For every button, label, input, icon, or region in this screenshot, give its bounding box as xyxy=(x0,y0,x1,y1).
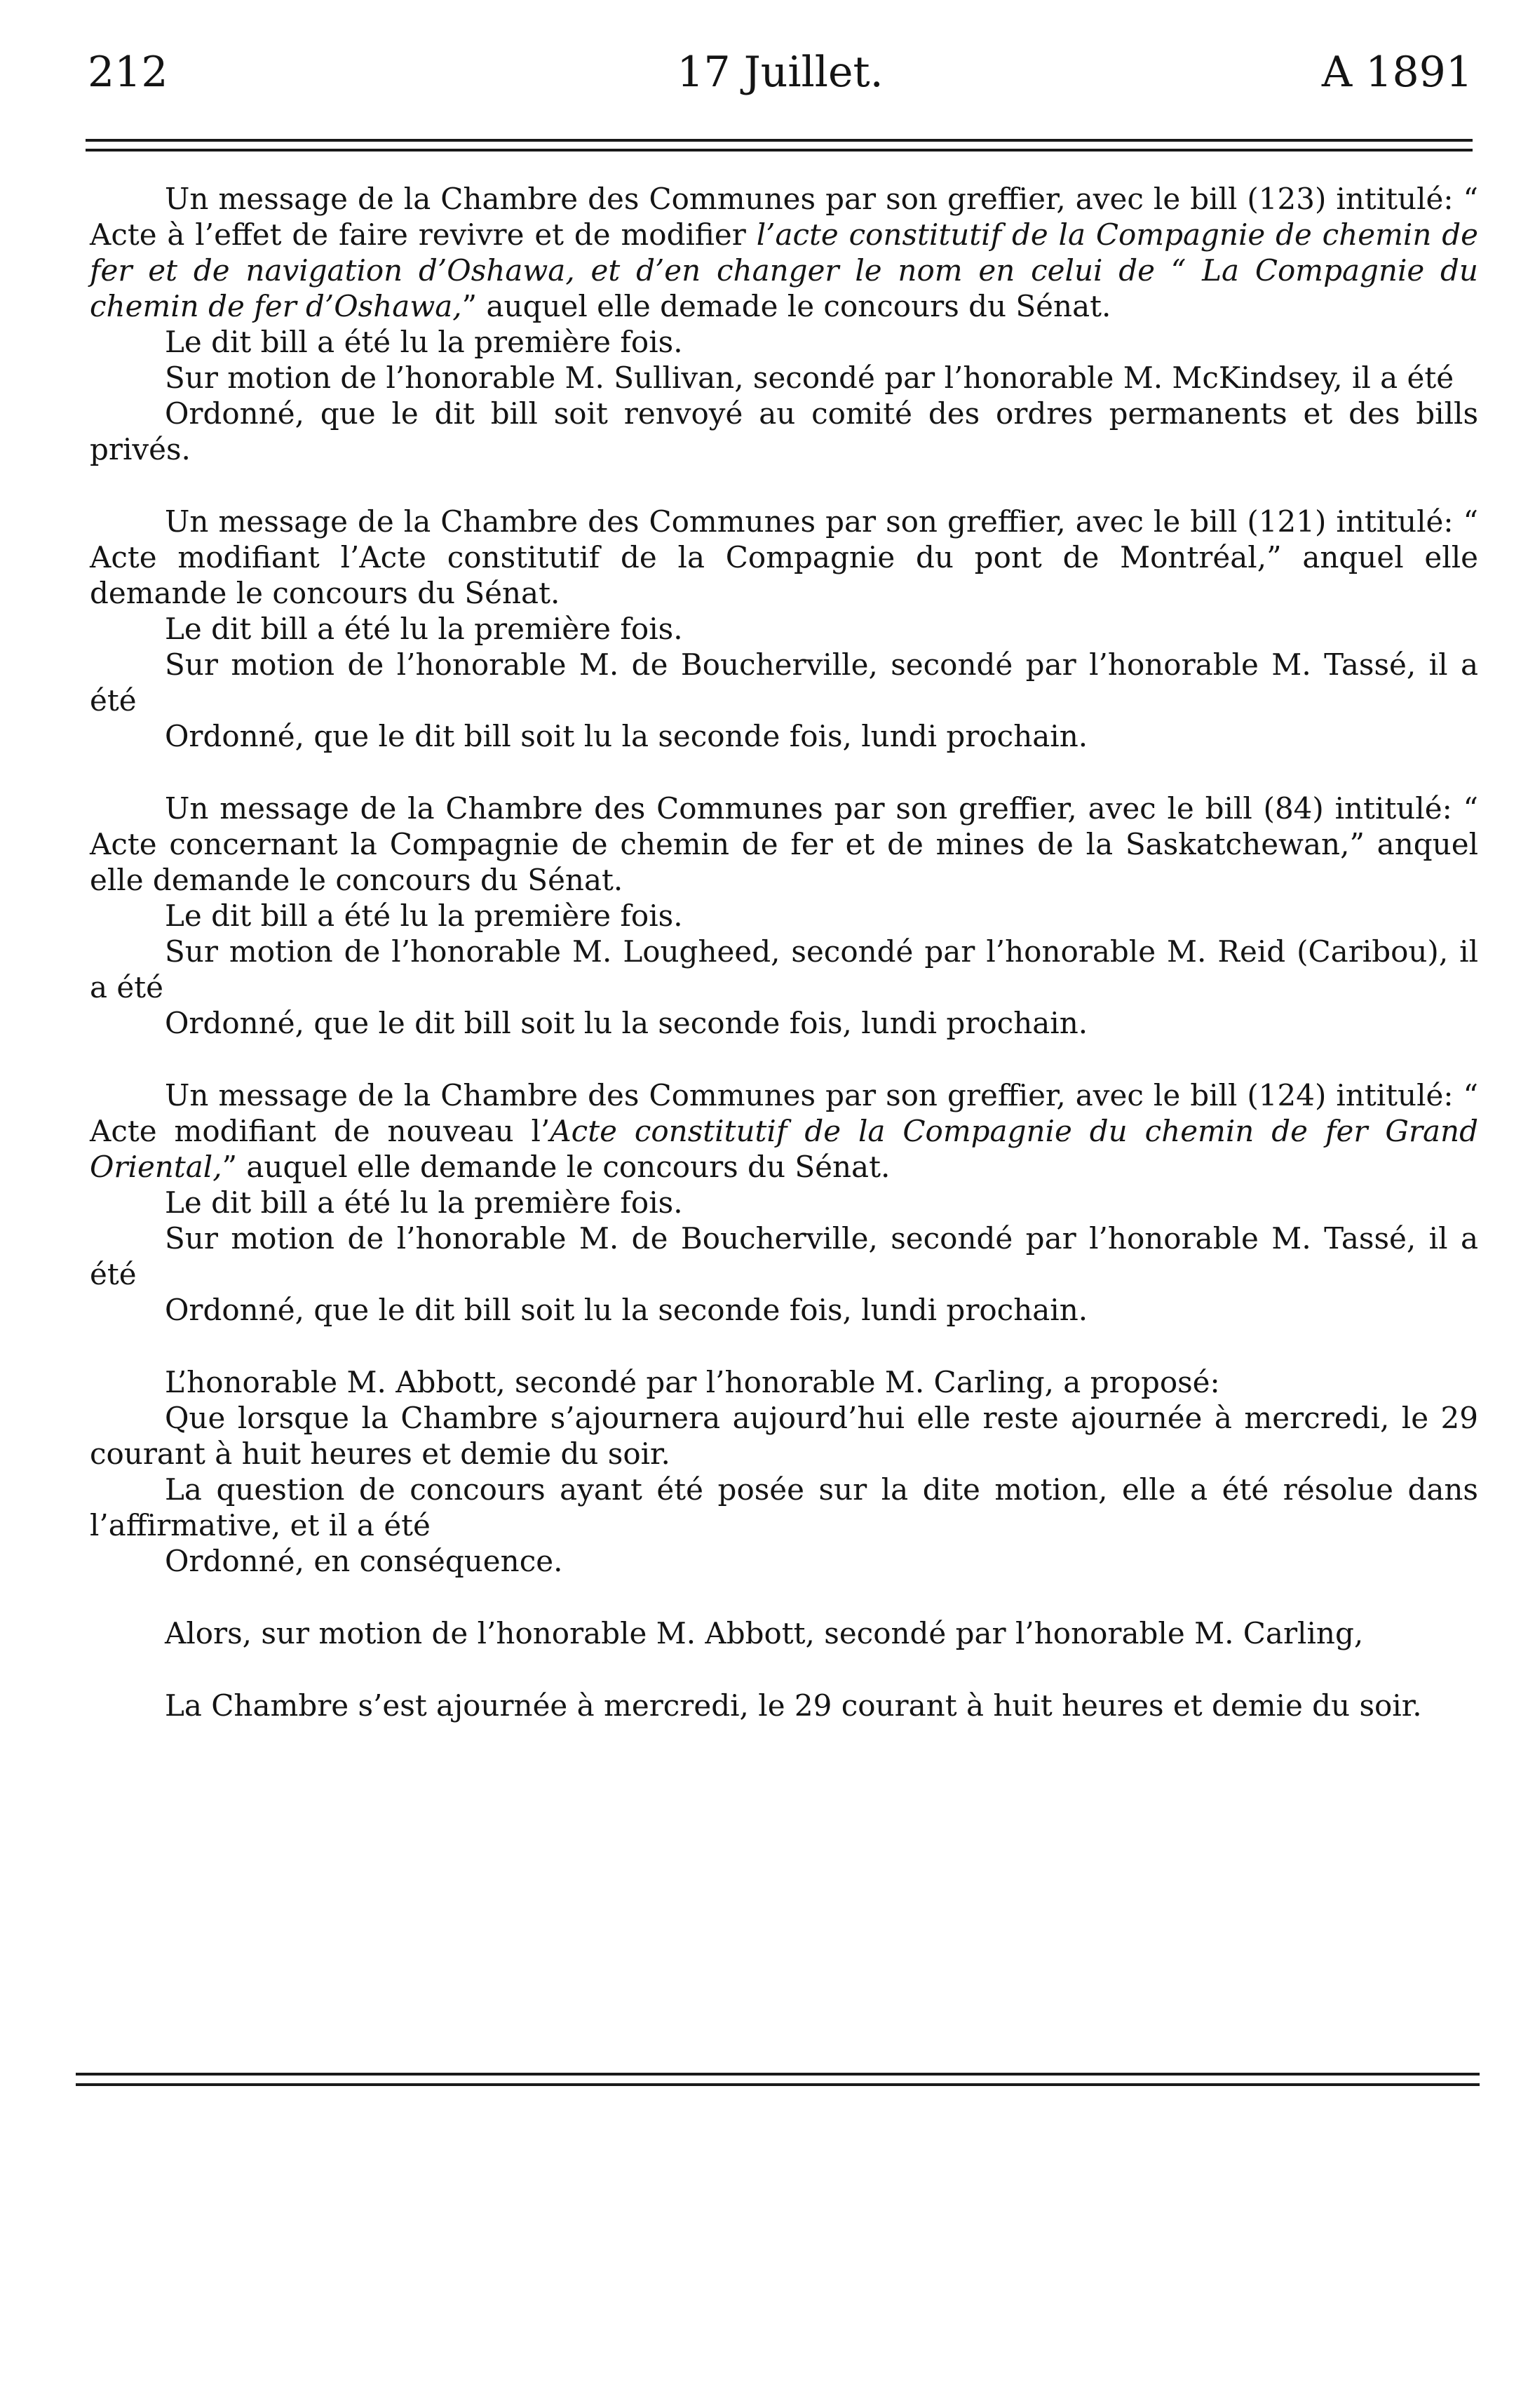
first-reading-line: Le dit bill a été lu la première fois. xyxy=(165,325,683,359)
message-text-italic: Acte constitutif de la Compagnie du chemin de fer Grand Oriental, xyxy=(90,1114,1478,1184)
header-rule-lower xyxy=(86,149,1473,152)
motion-line: Sur motion de l’honorable M. Sullivan, secondé par l’honorable M. McKindsey, il a été xyxy=(165,361,1454,395)
order-line: Ordonné, en conséquence. xyxy=(165,1544,563,1578)
message-text-roman: Un message de la Chambre des Communes par son greffier, avec le bill (123) intitulé: “ Acte à l’effet de faire revivre et de modifier xyxy=(90,182,1478,252)
footer-rule-upper xyxy=(76,2073,1480,2076)
proposal-line: L’honorable M. Abbott, secondé par l’honorable M. Carling, a proposé: xyxy=(165,1365,1220,1399)
order-line: Ordonné, que le dit bill soit renvoyé au comité des ordres permanents et des bills privés. xyxy=(90,396,1478,466)
message-text-italic: l’acte constitutif de la Compagnie de chemin de fer et de navigation d’Oshawa, et d’en changer le nom en celui de “ La Compagnie du chemin de fer d’Oshawa, xyxy=(90,217,1478,323)
message-text xyxy=(90,1077,1478,1185)
entry-adjournment-motion xyxy=(90,1364,1478,1579)
proposal-text: Que lorsque la Chambre s’ajournera aujourd’hui elle reste ajournée à mercredi, le 29 courant à huit heures et demie du soir. xyxy=(90,1401,1478,1471)
message-text-roman-end: ” auquel elle demade le concours du Sénat. xyxy=(461,289,1111,323)
page-header xyxy=(88,41,1473,104)
message-text xyxy=(90,181,1478,324)
first-reading-line: Le dit bill a été lu la première fois. xyxy=(165,899,683,933)
message-text-roman: Un message de la Chambre des Communes par son greffier, avec le bill (124) intitulé: “ Acte modifiant de nouveau l’ xyxy=(90,1078,1478,1148)
first-reading-line: Le dit bill a été lu la première fois. xyxy=(165,1185,683,1220)
question-line: La question de concours ayant été posée sur la dite motion, elle a été résolue dans l’affirmative, et il a été xyxy=(90,1472,1478,1542)
first-reading-line: Le dit bill a été lu la première fois. xyxy=(165,612,683,646)
order-line: Ordonné, que le dit bill soit lu la seconde fois, lundi prochain. xyxy=(165,1293,1088,1327)
adjournment-line: La Chambre s’est ajournée à mercredi, le 29 courant à huit heures et demie du soir. xyxy=(165,1688,1422,1723)
motion-line: Sur motion de l’honorable M. de Boucherville, secondé par l’honorable M. Tassé, il a été xyxy=(90,647,1478,718)
motion-line: Alors, sur motion de l’honorable M. Abbott, secondé par l’honorable M. Carling, xyxy=(165,1616,1364,1650)
entry-adjourned xyxy=(90,1688,1478,1723)
entry-bill-124 xyxy=(90,1077,1478,1328)
entry-final-motion xyxy=(90,1615,1478,1651)
entry-bill-121 xyxy=(90,504,1478,754)
motion-line: Sur motion de l’honorable M. de Boucherville, secondé par l’honorable M. Tassé, il a été xyxy=(90,1221,1478,1291)
motion-line: Sur motion de l’honorable M. Lougheed, secondé par l’honorable M. Reid (Caribou), il a été xyxy=(90,934,1478,1004)
page-date: 17 Juillet. xyxy=(677,48,884,97)
page-number: 212 xyxy=(88,48,168,97)
header-rule-upper xyxy=(86,139,1473,142)
message-text: Un message de la Chambre des Communes par son greffier, avec le bill (121) intitulé: “ Acte modifiant l’Acte constitutif de la Compagnie du pont de Montréal,” anquel elle demande le concours du Sénat. xyxy=(90,504,1478,610)
journal-body xyxy=(90,181,1478,1760)
message-text-roman-end: ” auquel elle demande le concours du Sénat. xyxy=(222,1150,891,1184)
message-text: Un message de la Chambre des Communes par son greffier, avec le bill (84) intitulé: “ Acte concernant la Compagnie de chemin de fer et de mines de la Saskatchewan,” anquel elle demande le concours du Sénat. xyxy=(90,791,1478,897)
order-line: Ordonné, que le dit bill soit lu la seconde fois, lundi prochain. xyxy=(165,1006,1088,1040)
footer-rule-lower xyxy=(76,2083,1480,2086)
page-year: A 1891 xyxy=(1321,48,1473,97)
order-line: Ordonné, que le dit bill soit lu la seconde fois, lundi prochain. xyxy=(165,719,1088,753)
entry-bill-84 xyxy=(90,791,1478,1041)
entry-bill-123 xyxy=(90,181,1478,467)
